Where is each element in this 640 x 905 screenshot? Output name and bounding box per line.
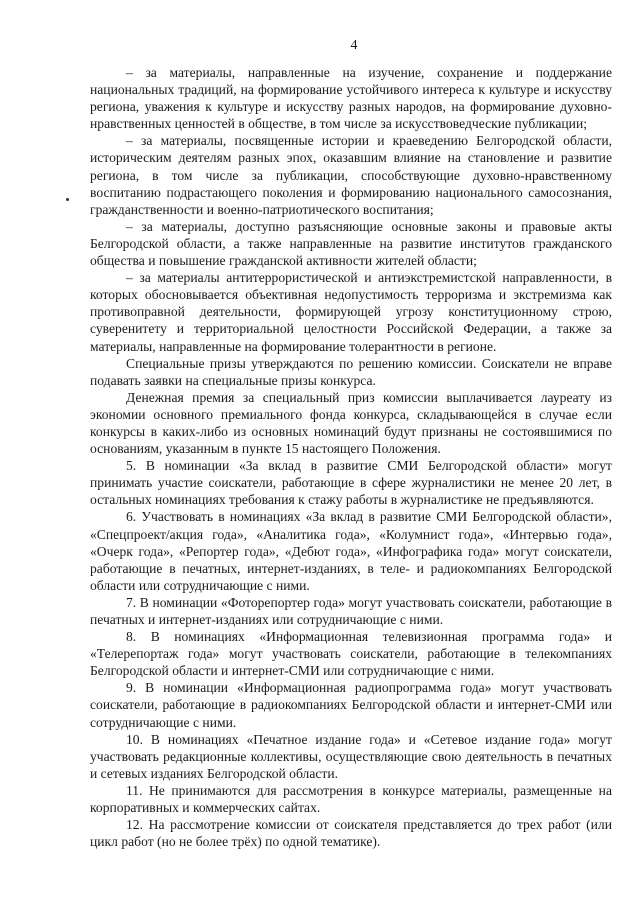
paragraph-item-5: 5. В номинации «За вклад в развитие СМИ Белгородской области» могут принимать участие соискатели, работающие в сфере журналистики не менее 20 лет, в остальных номинациях требования к стажу работы в журналистике не предъявляются. bbox=[90, 458, 612, 508]
paragraph-item-8: 8. В номинациях «Информационная телевизионная программа года» и «Телерепортаж года» могут участвовать соискатели, работающие в телекомпаниях Белгородской области и интернет-СМИ или сотрудничающие с ними. bbox=[90, 629, 612, 679]
paragraph-item-6: 6. Участвовать в номинациях «За вклад в развитие СМИ Белгородской области», «Спецпроект/акция года», «Аналитика года», «Колумнист года», «Интервью года», «Очерк года», «Репортер года», «Дебют года», «Инфографика года» могут соискатели, работающие в печатных, интернет-изданиях, в теле- и радиокомпаниях Белгородской области или сотрудничающие с ними. bbox=[90, 509, 612, 593]
paragraph-item-11: 11. Не принимаются для рассмотрения в конкурсе материалы, размещенные на корпоративных и коммерческих сайтах. bbox=[90, 782, 612, 816]
page-number: 4 bbox=[350, 38, 358, 53]
paragraph-item-10: 10. В номинациях «Печатное издание года» и «Сетевое издание года» могут участвовать редакционные коллективы, осуществляющие свою деятельность в печатных и сетевых изданиях Белгородской области. bbox=[90, 731, 612, 781]
paragraph-item-9: 9. В номинации «Информационная радиопрограмма года» могут участвовать соискатели, работающие в радиокомпаниях Белгородской области и интернет-СМИ или сотрудничающие с ними. bbox=[90, 680, 612, 730]
paragraph-law-materials: – за материалы, доступно разъясняющие основные законы и правовые акты Белгородской области, а также направленные на развитие институтов гражданского общества и повышение гражданской активности жителей области; bbox=[90, 218, 612, 269]
paragraph-culture-materials: – за материалы, направленные на изучение, сохранение и поддержание национальных традиций, на формирование устойчивого интереса к культуре и искусству региона, уважения к культуре и искусству разных народов, на формирование духовно-нравственных ценностей в обществе, в том числе за искусствоведческие публикации; bbox=[90, 65, 612, 132]
paragraph-special-prizes: Специальные призы утверждаются по решению комиссии. Соискатели не вправе подавать заявки на специальные призы конкурса. bbox=[90, 355, 612, 388]
paragraph-item-7: 7. В номинации «Фоторепортер года» могут участвовать соискатели, работающие в печатных и интернет-изданиях или сотрудничающие с ними. bbox=[90, 594, 612, 627]
scan-dot bbox=[66, 198, 69, 201]
paragraph-antiterror-materials: – за материалы антитеррористической и антиэкстремистской направленности, в которых обосновывается объективная недопустимость терроризма и экстремизма как противоправной деятельности, формирующей угрозу конституционному строю, суверенитету и территориальной целостности Российской Федерации, а также за материалы, направленные на формирование толерантности в регионе. bbox=[90, 270, 612, 354]
paragraph-history-materials: – за материалы, посвященные истории и краеведению Белгородской области, историческим деятелям разных эпох, оказавшим влияние на становление и развитие региона, в том числе за публикации, способствующие духовно-нравственному воспитанию подрастающего поколения и формированию национального самосознания, гражданственности и военно-патриотического воспитания; bbox=[90, 133, 612, 217]
paragraph-cash-prize: Денежная премия за специальный приз комиссии выплачивается лауреату из экономии основного премиального фонда конкурса, складывающейся в случае если конкурсы в каких-либо из основных номинаций будут признаны не состоявшимися по основаниям, указанным в пункте 15 настоящего Положения. bbox=[90, 389, 612, 457]
paragraph-item-12: 12. На рассмотрение комиссии от соискателя представляется до трех работ (или цикл работ (но не более трёх) по одной тематике). bbox=[90, 817, 612, 850]
